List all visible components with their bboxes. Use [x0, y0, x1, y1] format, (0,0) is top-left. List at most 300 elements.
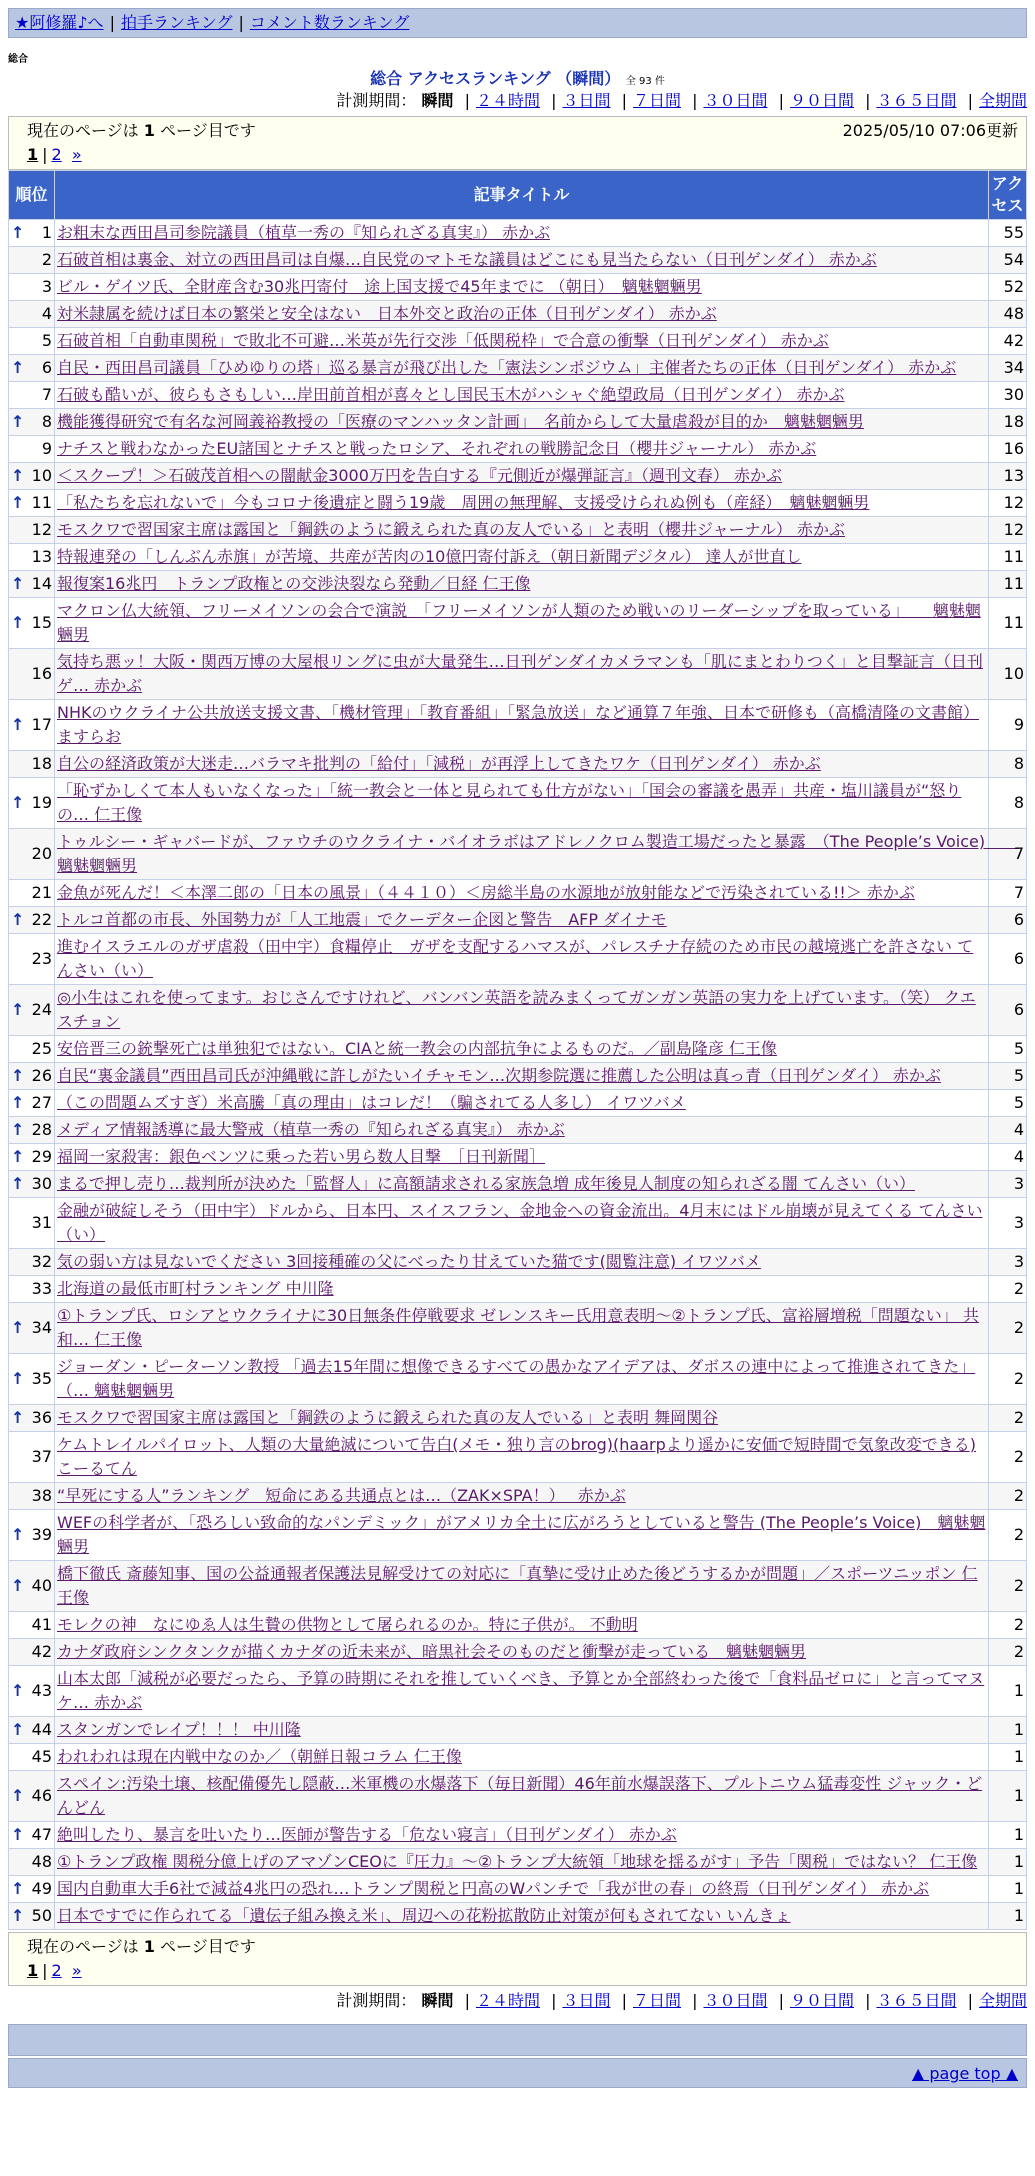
rank-number: 37 [31, 1447, 52, 1466]
total-count: 全 93 件 [625, 76, 665, 87]
access-count: 1 [989, 1666, 1027, 1717]
up-arrow-icon: ↑ [11, 223, 25, 242]
title-cell [55, 1612, 989, 1639]
rank-number: 36 [31, 1408, 52, 1427]
title-cell [55, 1198, 989, 1249]
table-row [9, 1354, 1027, 1405]
table-row [9, 409, 1027, 436]
access-count: 42 [989, 328, 1027, 355]
rank-cell [9, 934, 55, 985]
article-title-link[interactable]: 自民“裏金議員”西田昌司氏が沖縄戦に許しがたいイチャモン…次期参院選に推薦した公明は真っ青（日刊ゲンダイ） 赤かぶ [57, 1066, 941, 1085]
up-arrow-icon: ↑ [11, 412, 25, 431]
page-info-top [8, 116, 1027, 170]
table-row [9, 1249, 1027, 1276]
title-cell [55, 829, 1018, 880]
access-count: 1 [989, 1822, 1027, 1849]
rank-number: 45 [31, 1747, 52, 1766]
rank-number: 19 [31, 793, 52, 812]
up-arrow-icon: ↑ [11, 1906, 25, 1925]
access-count: 1 [989, 1744, 1027, 1771]
rank-cell [9, 1666, 55, 1717]
access-count: 5 [989, 1036, 1027, 1063]
access-count: 8 [989, 778, 1027, 829]
rank-number: 46 [31, 1786, 52, 1805]
access-count: 3 [989, 1198, 1027, 1249]
top-navigation: ★阿修羅♪へ | 拍手ランキング | コメント数ランキング [8, 8, 1027, 38]
article-title-link[interactable]: カナダ政府シンクタンクが描くカナダの近未来が、暗黒社会そのものだと衝撃が走っている 魑魅魍魎男 [57, 1642, 807, 1661]
access-count: 30 [989, 382, 1027, 409]
rank-cell [9, 1483, 55, 1510]
article-title-link[interactable]: 対米隷属を続けば日本の繁栄と安全はない 日本外交と政治の正体（日刊ゲンダイ） 赤かぶ [57, 304, 717, 323]
table-row [9, 1171, 1027, 1198]
title-cell [55, 934, 989, 985]
title-cell [55, 301, 989, 328]
article-title-link[interactable]: WEFの科学者が、「恐ろしい致命的なパンデミック」がアメリカ全土に広がろうとしていると警告 (The People’s Voice) 魑魅魍魎男 [57, 1513, 986, 1556]
access-count: 13 [989, 463, 1027, 490]
table-row [9, 1198, 1027, 1249]
rank-cell [9, 463, 55, 490]
rank-number: 24 [31, 1000, 52, 1019]
rank-cell [9, 1510, 55, 1561]
access-count: 12 [989, 517, 1027, 544]
up-arrow-icon: ↑ [11, 1681, 25, 1700]
article-title-link[interactable]: 安倍晋三の銃撃死亡は単独犯ではない。CIAと統一教会の内部抗争によるものだ。／副島隆彦 仁王像 [57, 1039, 777, 1058]
title-cell [55, 1717, 989, 1744]
table-row [9, 544, 1027, 571]
period-7d[interactable]: ７日間 [632, 91, 681, 110]
rank-number: 32 [31, 1252, 52, 1271]
table-row [9, 1639, 1027, 1666]
up-arrow-icon: ↑ [11, 613, 25, 632]
rank-number: 11 [31, 493, 52, 512]
rank-cell [9, 1771, 55, 1822]
access-count: 2 [989, 1354, 1027, 1405]
rank-number: 14 [31, 574, 52, 593]
up-arrow-icon: ↑ [11, 1093, 25, 1112]
table-row [9, 1276, 1027, 1303]
title-cell [55, 1249, 989, 1276]
rank-number: 18 [31, 754, 52, 773]
article-title-link[interactable]: モスクワで習国家主席は露国と「鋼鉄のように鍛えられた真の友人でいる」と表明 舞岡関谷 [57, 1408, 719, 1427]
title-cell [55, 1171, 989, 1198]
access-count: 1 [989, 1849, 1027, 1876]
table-row [9, 463, 1027, 490]
article-title-link[interactable]: お粗末な西田昌司参院議員（植草一秀の『知られざる真実』） 赤かぶ [57, 223, 551, 242]
access-count: 11 [989, 571, 1027, 598]
period-3d[interactable]: ３日間 [562, 91, 611, 110]
up-arrow-icon: ↑ [11, 1318, 25, 1337]
rank-cell [9, 517, 55, 544]
article-title-link[interactable]: ジョーダン・ピーターソン教授 「過去15年間に想像できるすべての愚かなアイデアは、ダボスの連中によって推進されてきた」（… 魑魅魍魎男 [57, 1357, 976, 1400]
title-cell [55, 1639, 989, 1666]
article-title-link[interactable]: ◎小生はこれを使ってます。おじさんですけれど、バンバン英語を読みまくってガンガン英語の実力を上げています。（笑） クエスチョン [57, 988, 976, 1031]
access-count: 3 [989, 1171, 1027, 1198]
pager-page-2[interactable]: 2 [51, 145, 62, 164]
title-cell [55, 1036, 989, 1063]
rank-cell [9, 1822, 55, 1849]
title-cell [55, 247, 989, 274]
rank-number: 40 [31, 1576, 52, 1595]
table-row [9, 355, 1027, 382]
article-title-link[interactable]: ケムトレイルパイロット、人類の大量絶滅について告白(メモ・独り言のbrog)(haarpより遥かに安価で短時間で気象改変できる) こーるてん [57, 1435, 976, 1478]
rank-cell [9, 1744, 55, 1771]
table-row [9, 1303, 1027, 1354]
access-count: 6 [989, 907, 1027, 934]
header-rank: 順位 [9, 171, 55, 220]
rank-cell [9, 598, 55, 649]
article-title-link[interactable]: 自公の経済政策が大迷走…バラマキ批判の「給付」「減税」が再浮上してきたワケ（日刊ゲンダイ） 赤かぶ [57, 754, 821, 773]
rank-cell [9, 1063, 55, 1090]
ranking-table [8, 170, 1027, 1930]
article-title-link[interactable]: 石破も酷いが、彼らもさもしい…岸田前首相が喜々とし国民玉木がハシャぐ絶望政局（日刊ゲンダイ） 赤かぶ [57, 385, 845, 404]
table-row [9, 1144, 1027, 1171]
up-arrow-icon: ↑ [11, 1879, 25, 1898]
access-count: 1 [989, 1771, 1027, 1822]
article-title-link[interactable]: NHKのウクライナ公共放送支援文書、「機材管理」「教育番組」「緊急放送」など通算７年強、日本で研修も（高橋清隆の文書館） ますらお [57, 703, 980, 746]
article-title-link[interactable]: 機能獲得研究で有名な河岡義裕教授の「医療のマンハッタン計画」 名前からして大量虐殺が目的か 魑魅魍魎男 [57, 412, 864, 431]
article-title-link[interactable]: 進むイスラエルのガザ虐殺（田中宇）食糧停止 ガザを支配するハマスが、パレスチナ存続のため市民の越境逃亡を許さない てんさい（い） [57, 937, 974, 980]
period-all-bottom[interactable]: 全期間 [978, 1991, 1027, 2010]
article-title-link[interactable]: 福岡一家殺害：銀色ベンツに乗った若い男ら数人目撃 ［日刊新聞］ [57, 1147, 546, 1166]
table-row [9, 328, 1027, 355]
title-cell [55, 274, 989, 301]
access-count: 2 [989, 1483, 1027, 1510]
rank-cell [9, 409, 55, 436]
article-title-link[interactable]: “早死にする人”ランキング 短命にある共通点とは…（ZAK×SPA！） 赤かぶ [57, 1486, 626, 1505]
clap-ranking-link[interactable]: 拍手ランキング [120, 13, 233, 32]
article-title-link[interactable]: ①トランプ政権 関税分億上げのアマゾンCEOに『圧力』〜②トランプ大統領「地球を揺るがす」予告「関税」ではない？ 仁王像 [57, 1852, 978, 1871]
access-count: 52 [989, 274, 1027, 301]
access-count: 7 [989, 880, 1027, 907]
up-arrow-icon: ↑ [11, 1825, 25, 1844]
access-count: 7 [989, 829, 1027, 880]
rank-number: 38 [31, 1486, 52, 1505]
article-title-link[interactable]: 報復案16兆円 トランプ政権との交渉決裂なら発動／日経 仁王像 [57, 574, 531, 593]
rank-number: 20 [31, 844, 52, 863]
title-cell [55, 907, 989, 934]
access-count: 48 [989, 301, 1027, 328]
article-title-link[interactable]: ビル・ゲイツ氏、全財産含む30兆円寄付 途上国支援で45年までに （朝日） 魑魅魍魎男 [57, 277, 702, 296]
current-page-text: 現在のページは 1 ページ目です [27, 121, 256, 140]
title-cell [55, 1849, 989, 1876]
rank-number: 26 [31, 1066, 52, 1085]
table-row [9, 517, 1027, 544]
period-30d-bottom[interactable]: ３０日間 [703, 1991, 768, 2010]
period-7d-bottom[interactable]: ７日間 [632, 1991, 681, 2010]
rank-number: 17 [31, 715, 52, 734]
title-cell [55, 1822, 989, 1849]
rank-cell [9, 436, 55, 463]
rank-cell [9, 247, 55, 274]
rank-cell [9, 1117, 55, 1144]
period-selector-bottom: 計測期間： 瞬間 | ２４時間 | ３日間 | ７日間 | ３０日間 | ９０日間 | ３６５日間 | 全期間 [336, 1991, 1027, 2010]
rank-cell [9, 700, 55, 751]
article-title-link[interactable]: 山本太郎「減税が必要だったら、予算の時期にそれを推していくべき、予算とか全部終わった後で「食料品ゼロに」と言ってマヌケ… 赤かぶ [57, 1669, 985, 1712]
table-row [9, 274, 1027, 301]
rank-cell [9, 355, 55, 382]
title-cell [55, 1354, 989, 1405]
rank-cell [9, 1303, 55, 1354]
rank-cell [9, 1639, 55, 1666]
article-title-link[interactable]: まるで押し売り…裁判所が決めた「監督人」に高額請求される家族急増 成年後見人制度の知られざる闇 てんさい（い） [57, 1174, 916, 1193]
access-count: 1 [989, 1717, 1027, 1744]
rank-number: 1 [41, 223, 52, 242]
access-count: 6 [989, 934, 1027, 985]
table-row [9, 490, 1027, 517]
rank-cell [9, 490, 55, 517]
access-count: 4 [989, 1144, 1027, 1171]
up-arrow-icon: ↑ [11, 1000, 25, 1019]
period-current: 瞬間 [421, 91, 454, 110]
article-title-link[interactable]: 北海道の最低市町村ランキング 中川隆 [57, 1279, 334, 1298]
article-title-link[interactable]: 石破首相は裏金、対立の西田昌司は自爆…自民党のマトモな議員はどこにも見当たらない（日刊ゲンダイ） 赤かぶ [57, 250, 877, 269]
rank-number: 44 [31, 1720, 52, 1739]
rank-number: 39 [31, 1525, 52, 1544]
table-row [9, 1063, 1027, 1090]
title-cell [55, 1063, 989, 1090]
title-cell [55, 328, 989, 355]
up-arrow-icon: ↑ [11, 1174, 25, 1193]
table-row [9, 985, 1027, 1036]
table-row [9, 1666, 1027, 1717]
title-cell [55, 490, 989, 517]
article-title-link[interactable]: 国内自動車大手6社で減益4兆円の恐れ…トランプ関税と円高のWパンチで「我が世の春」の終焉（日刊ゲンダイ） 赤かぶ [57, 1879, 929, 1898]
period-365d-bottom[interactable]: ３６５日間 [876, 1991, 957, 2010]
table-row [9, 907, 1027, 934]
rank-cell [9, 1612, 55, 1639]
rank-cell [9, 1432, 55, 1483]
rank-cell [9, 1144, 55, 1171]
rank-cell [9, 1849, 55, 1876]
table-row [9, 382, 1027, 409]
period-all[interactable]: 全期間 [978, 91, 1027, 110]
rank-number: 28 [31, 1120, 52, 1139]
article-title-link[interactable]: 金魚が死んだ！＜本澤二郎の「日本の風景」（４４１０）＜房総半島の水源地が放射能などで汚染されている!!＞ 赤かぶ [57, 883, 915, 902]
table-row [9, 436, 1027, 463]
rank-number: 16 [31, 664, 52, 683]
up-arrow-icon: ↑ [11, 1120, 25, 1139]
rank-cell [9, 274, 55, 301]
table-row [9, 220, 1027, 247]
up-arrow-icon: ↑ [11, 793, 25, 812]
title-cell [55, 1744, 989, 1771]
rank-cell [9, 1561, 55, 1612]
article-title-link[interactable]: 気持ち悪ッ！大阪・関西万博の大屋根リングに虫が大量発生…日刊ゲンダイカメラマンも「肌にまとわりつく」と目撃証言（日刊ゲ… 赤かぶ [57, 652, 983, 695]
rank-number: 7 [41, 385, 52, 404]
pager-current: 1 [27, 145, 39, 164]
article-title-link[interactable]: 特報連発の「しんぶん赤旗」が苦境、共産が苦肉の10億円寄付訴え（朝日新聞デジタル） 達人が世直し [57, 547, 802, 566]
title-cell [55, 1510, 989, 1561]
title-cell [55, 355, 989, 382]
section-label: 総合 [8, 54, 28, 65]
access-count: 16 [989, 436, 1027, 463]
rank-cell [9, 751, 55, 778]
rank-cell [9, 382, 55, 409]
table-row [9, 598, 1027, 649]
title-cell [55, 751, 989, 778]
table-row [9, 1405, 1027, 1432]
title-cell [55, 1666, 989, 1717]
title-cell [55, 598, 989, 649]
table-row [9, 1744, 1027, 1771]
title-cell [55, 463, 989, 490]
article-title-link[interactable]: 金融が破綻しそう（田中宇）ドルから、日本円、スイスフラン、金地金への資金流出。4月末にはドル崩壊が見えてくる てんさい（い） [57, 1201, 983, 1244]
pager-bottom: 1 | 2 » [27, 1961, 82, 1980]
rank-cell [9, 1171, 55, 1198]
period-24h[interactable]: ２４時間 [475, 91, 540, 110]
table-row [9, 1483, 1027, 1510]
rank-number: 9 [41, 439, 52, 458]
current-page-text-bottom: 現在のページは 1 ページ目です [27, 1937, 256, 1956]
updated-time: 2025/05/10 07:06更新 [842, 121, 1018, 140]
rank-number: 27 [31, 1093, 52, 1112]
title-cell [55, 1903, 989, 1930]
article-title-link[interactable]: 橋下徹氏 斎藤知事、国の公益通報者保護法見解受けての対応に「真摯に受け止めた後どうするかが問題」／スポーツニッポン 仁王像 [57, 1564, 978, 1607]
pager-page-2-bottom[interactable]: 2 [51, 1961, 62, 1980]
rank-number: 4 [41, 304, 52, 323]
rank-number: 12 [31, 520, 52, 539]
table-row [9, 751, 1027, 778]
article-title-link[interactable]: トゥルシー・ギャバードが、ファウチのウクライナ・バイオラボはアドレノクロム製造工場だったと暴露 （The People’s Voice) 魑魅魍魎男 [57, 832, 1018, 875]
article-title-link[interactable]: 自民・西田昌司議員「ひめゆりの塔」巡る暴言が飛び出した「憲法シンポジウム」主催者たちの正体（日刊ゲンダイ） 赤かぶ [57, 358, 957, 377]
period-30d[interactable]: ３０日間 [703, 91, 768, 110]
rank-cell [9, 571, 55, 598]
comment-ranking-link[interactable]: コメント数ランキング [249, 13, 410, 32]
up-arrow-icon: ↑ [11, 1720, 25, 1739]
access-count: 34 [989, 355, 1027, 382]
rank-cell [9, 1198, 55, 1249]
rank-cell [9, 1354, 55, 1405]
article-title-link[interactable]: われわれは現在内戦中なのか／（朝鮮日報コラム 仁王像 [57, 1747, 462, 1766]
title-cell [55, 985, 989, 1036]
title-cell [55, 649, 989, 700]
table-row [9, 1717, 1027, 1744]
article-title-link[interactable]: 絶叫したり、暴言を吐いたり…医師が警告する「危ない寝言」（日刊ゲンダイ） 赤かぶ [57, 1825, 677, 1844]
article-title-link[interactable]: トルコ首都の市長、外国勢力が「人工地震」でクーデター企図と警告 AFP ダイナモ [57, 910, 667, 929]
access-count: 2 [989, 1432, 1027, 1483]
article-title-link[interactable]: スタンガンでレイプ！！！ 中川隆 [57, 1720, 301, 1739]
article-title-link[interactable]: メディア情報誘導に最大警戒（植草一秀の『知られざる真実』） 赤かぶ [57, 1120, 565, 1139]
access-count: 54 [989, 247, 1027, 274]
access-count: 2 [989, 1612, 1027, 1639]
access-count: 2 [989, 1639, 1027, 1666]
article-title-link[interactable]: モスクワで習国家主席は露国と「鋼鉄のように鍛えられた真の友人でいる」と表明（櫻井ジャーナル） 赤かぶ [57, 520, 845, 539]
access-count: 55 [989, 220, 1027, 247]
pager-next-bottom[interactable]: » [71, 1961, 82, 1980]
rank-cell [9, 1903, 55, 1930]
access-count: 3 [989, 1249, 1027, 1276]
title-cell [55, 1483, 989, 1510]
up-arrow-icon: ↑ [11, 1408, 25, 1427]
rank-number: 8 [41, 412, 52, 431]
article-title-link[interactable]: 石破首相「自動車関税」で敗北不可避…米英が先行交渉「低関税枠」で合意の衝撃（日刊ゲンダイ） 赤かぶ [57, 331, 829, 350]
up-arrow-icon: ↑ [11, 574, 25, 593]
title-cell [55, 544, 989, 571]
table-row [9, 571, 1027, 598]
title-cell [55, 1276, 989, 1303]
rank-number: 48 [31, 1852, 52, 1871]
up-arrow-icon: ↑ [11, 1147, 25, 1166]
header-title: 記事タイトル [55, 171, 989, 220]
rank-number: 42 [31, 1642, 52, 1661]
title-cell [55, 436, 989, 463]
article-title-link[interactable]: ①トランプ氏、ロシアとウクライナに30日無条件停戦要求 ゼレンスキー氏用意表明〜②トランプ氏、富裕層増税「問題ない」 共和… 仁王像 [57, 1306, 979, 1349]
rank-number: 43 [31, 1681, 52, 1700]
access-count: 2 [989, 1561, 1027, 1612]
table-row [9, 778, 1027, 829]
access-count: 5 [989, 1090, 1027, 1117]
article-title-link[interactable]: 「恥ずかしくて本人もいなくなった」「統一教会と一体と見られても仕方がない」「国会の審議を愚弄」共産・塩川議員が“怒りの… 仁王像 [57, 781, 962, 824]
page-top-link[interactable]: ▲ page top ▲ [911, 2064, 1018, 2083]
access-count: 11 [989, 544, 1027, 571]
article-title-link[interactable]: 日本ですでに作られてる「遺伝子組み換え米」、周辺への花粉拡散防止対策が何もされてない いんきょ [57, 1906, 791, 1925]
table-row [9, 934, 1027, 985]
asyura-home-link[interactable]: ★阿修羅♪へ [15, 13, 104, 32]
pager-next[interactable]: » [71, 145, 82, 164]
title-cell [55, 778, 989, 829]
page-top-bar [8, 2058, 1027, 2088]
table-row [9, 1903, 1027, 1930]
rank-cell [9, 778, 55, 829]
period-365d[interactable]: ３６５日間 [876, 91, 957, 110]
table-row [9, 1876, 1027, 1903]
article-title-link[interactable]: マクロン仏大統領、フリーメイソンの会合で演説 「フリーメイソンが人類のため戦いのリーダーシップを取っている」 魑魅魍魎男 [57, 601, 981, 644]
title-cell [55, 700, 989, 751]
rank-cell [9, 1276, 55, 1303]
up-arrow-icon: ↑ [11, 910, 25, 929]
period-90d-bottom[interactable]: ９０日間 [789, 1991, 854, 2010]
access-count: 8 [989, 751, 1027, 778]
rank-cell [9, 649, 55, 700]
title-cell [55, 880, 989, 907]
rank-number: 15 [31, 613, 52, 632]
article-title-link[interactable]: モレクの神 なにゆゑ人は生贄の供物として屠られるのか。特に子供が。 不動明 [57, 1615, 638, 1634]
period-24h-bottom[interactable]: ２４時間 [475, 1991, 540, 2010]
period-90d[interactable]: ９０日間 [789, 91, 854, 110]
up-arrow-icon: ↑ [11, 1369, 25, 1388]
up-arrow-icon: ↑ [11, 715, 25, 734]
rank-cell [9, 907, 55, 934]
article-title-link[interactable]: ＜スクープ！＞石破茂首相への闇献金3000万円を告白する『元側近が爆弾証言』（週刊文春） 赤かぶ [57, 466, 783, 485]
up-arrow-icon: ↑ [11, 1576, 25, 1595]
rank-number: 33 [31, 1279, 52, 1298]
article-title-link[interactable]: スペイン:汚染土壌、核配備優先し隠蔽…米軍機の水爆落下（毎日新聞）46年前水爆誤落下、プルトニウム猛毒変性 ジャック・どんどん [57, 1774, 983, 1817]
access-count: 2 [989, 1276, 1027, 1303]
article-title-link[interactable]: ナチスと戦わなかったEU諸国とナチスと戦ったロシア、それぞれの戦勝記念日（櫻井ジャーナル） 赤かぶ [57, 439, 817, 458]
article-title-link[interactable]: 気の弱い方は見ないでください 3回接種確の父にべったり甘えていた猫です(閲覧注意) イワツバメ [57, 1252, 761, 1271]
title-cell [55, 1561, 989, 1612]
rank-cell [9, 1405, 55, 1432]
rank-number: 22 [31, 910, 52, 929]
rank-number: 2 [41, 250, 52, 269]
access-count: 5 [989, 1063, 1027, 1090]
rank-cell [9, 220, 55, 247]
rank-number: 47 [31, 1825, 52, 1844]
period-3d-bottom[interactable]: ３日間 [562, 1991, 611, 2010]
table-row [9, 1771, 1027, 1822]
table-row [9, 1849, 1027, 1876]
rank-number: 3 [41, 277, 52, 296]
rank-number: 41 [31, 1615, 52, 1634]
access-count: 1 [989, 1876, 1027, 1903]
rank-number: 21 [31, 883, 52, 902]
article-title-link[interactable]: （この問題ムズすぎ）米高騰「真の理由」はコレだ！（騙されてる人多し） イワツバメ [57, 1093, 686, 1112]
article-title-link[interactable]: 「私たちを忘れないで」今もコロナ後遺症と闘う19歳 周囲の無理解、支援受けられぬ例も（産経） 魑魅魍魎男 [57, 493, 870, 512]
access-count: 9 [989, 700, 1027, 751]
title-cell [55, 1144, 989, 1171]
rank-cell [9, 1090, 55, 1117]
title-cell [55, 1771, 989, 1822]
